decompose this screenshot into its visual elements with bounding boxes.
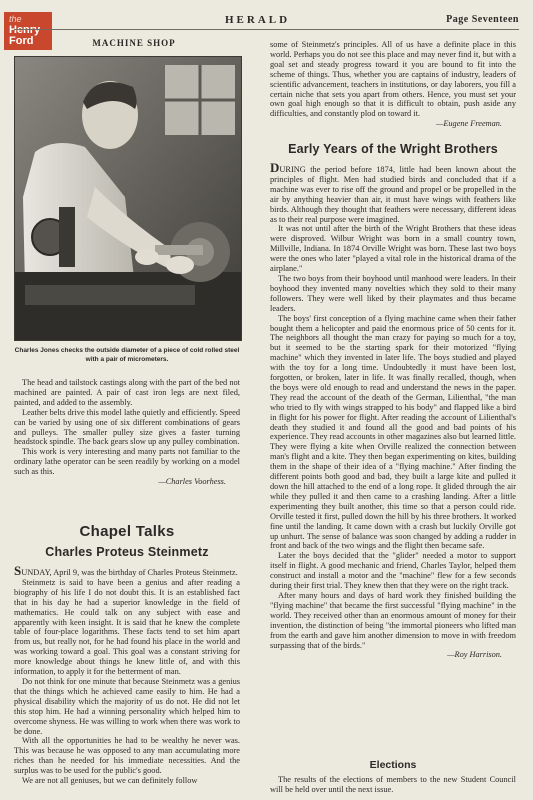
wright-paragraph: The two boys from their boyhood until manhood were leaders. In their boyhood they invented many novelties which they sold to their many followers. They were well liked by their playmates and thus became leaders. xyxy=(270,273,516,313)
steinmetz-paragraph: We are not all geniuses, but we can definitely follow xyxy=(22,776,198,786)
wright-article xyxy=(270,160,516,660)
logo-the: the xyxy=(9,14,22,24)
steinmetz-title: Charles Proteus Steinmetz xyxy=(45,545,209,559)
wright-first-paragraph xyxy=(270,160,516,224)
wright-paragraph: It was not until after the birth of the Wright Brothers that these ideas were disproved. Wilbur Wright was born in a small country town, Millville, Indiana. In 1874 Orville Wright was born. These last two boys were the ones who later "played a vital role in the historical drama of the airplane." xyxy=(270,224,516,274)
lathe-author: —Charles Voorhess. xyxy=(158,477,226,487)
wright-paragraph: Later the boys decided that the "glider" needed a motor to support itself in flight. A good mechanic and friend, Charles Taylor, helped them construct and install a motor and the "machine" flew for a few seconds during their first trial. They knew then that they were on the right track. xyxy=(270,551,516,591)
lathe-paragraph: The head and tailstock castings along with the part of the bed not machined are painted. A pair of cast iron legs are next filed, painted, and added to the assembly. xyxy=(14,378,240,407)
masthead-rule xyxy=(14,29,519,30)
photo-caption: Charles Jones checks the outside diameter of a piece of cold rolled steel with a pair of micrometers. xyxy=(14,347,240,363)
steinmetz-article xyxy=(14,563,240,786)
wright-paragraph: After many hours and days of hard work they finished building the "flying machine" that became the first successful "flying machine" in the world. They received other than an enormous amount of money for their invention, the distinction of being "the immortal pioneers who lifted man from the earth and gave him another dimension to move in with freedom surpassing that of the birds." xyxy=(270,590,516,650)
machine-shop-photo xyxy=(14,56,242,341)
wright-author: —Roy Harrison. xyxy=(447,650,502,660)
steinmetz-author: —Eugene Freeman. xyxy=(435,119,502,129)
logo-name: Henry Ford xyxy=(9,24,41,47)
publication-title: HERALD xyxy=(225,14,291,26)
steinmetz-continued-paragraph: some of Steinmetz's principles. All of us have a definite place in this world. Perhaps you do not see this place and may never find it, but with a goal set and steady progress toward it you are bound to fit into the scheme of things. Thus, whether you are captains of industry, leaders of scientific advancement, teachers in institutions, or day laborers, you fill a certain niche that sets you apart from others. Hence, you must set your own goal high enough so that it is difficult to obtain, push aside any difficulties, and constantly plod on toward it. xyxy=(270,40,516,119)
wright-title: Early Years of the Wright Brothers xyxy=(288,142,498,156)
photo-illustration xyxy=(15,57,241,340)
elections-article xyxy=(270,775,516,795)
elections-paragraph: The results of the elections of members to the new Student Council will be held over until the next issue. xyxy=(270,775,516,794)
steinmetz-paragraph: Do not think for one minute that because Steinmetz was a genius that the things which he achieved came easily to him. He had a physical disability which the majority of us do not. He did not let this stop him. He had a winning personality which helped him to overcome shyness. He was willing to work when there was work to be done. xyxy=(14,676,240,736)
lathe-paragraph: This work is very interesting and many parts not familiar to the ordinary lathe operator can be seen readily by working on a model such as this. xyxy=(14,447,240,477)
lathe-paragraph: Leather belts drive this model lathe quietly and efficiently. Speed can be varied by using one of six different combinations of gears and pulleys. The smaller pulley size gives a faster turning headstock spindle. The back gears slow up any pulley combination. xyxy=(14,407,240,447)
steinmetz-first-paragraph xyxy=(14,563,240,578)
dropcap: D xyxy=(270,160,280,175)
page-number: Page Seventeen xyxy=(446,14,519,25)
machine-shop-section xyxy=(14,32,254,364)
lathe-article xyxy=(14,378,240,487)
wright-paragraph: The boys' first conception of a flying machine came when their father bought them a helicopter and paid the enormous price of 50 cents for it. The neighbors all thought the man crazy for paying so much for a toy, but it seemed to be the starting spark for their motorized "flying machine" which they invented in later life. The boys studied and played with the toy for a long time. Undoubtedly it must have been lost, forgotten, or broken, later in life. It was finally recalled, though, when the boys were old enough to read and understand the news in the paper. They read the account of the death of the German, Lilienthal, "the man who tried to fly with wings strapped to his body" and flapped like a bird in flight for his power for flight. After reading the account of Lilienthal's death they studied it and found all the good and bad points of his experience. They read accounts in other magazines also but learned little. They were flying a kite when Orville realized the connection between man's flight and a kite. They then began experimenting on kites, building them in the shape of their idea of a "flying machine." After finding the different points both good and bad, they built a large kite and pulled it down the hill attached to the end of a long rope. It glided through the air while they pulled it and then came to a crashing landing. After a little experimenting they built another, this time so that a person could ride. Orville tested it first, pulled down the hill by his three brothers. It worked fine until the landing. It came down with a crash but luckily Orville got up unhurt. The sense of balance was soon changed by adding a rudder in front and back of the two wings and the flight then became safe. xyxy=(270,313,516,551)
steinmetz-continued xyxy=(270,40,516,129)
section-label: MACHINE SHOP xyxy=(92,38,176,48)
steinmetz-paragraph: Steinmetz is said to have been a genius and after reading a biography of his life I do not doubt this. It is an established fact that in his day he had a superior knowledge in the field of mathematics. He could talk on any subject with ease and apparently with keen insight. It is said that he knew the complete table of four-place logarithms. These facts tend to set him apart from us, but really not, for he had found his place in the world and was working toward a goal. This goal was a constant striving for more knowledge about things he knew little of, and with this information, to apply it for the betterment of man. xyxy=(14,577,240,677)
elections-title: Elections xyxy=(369,759,417,771)
steinmetz-paragraph: With all the opportunities he had to be wealthy he never was. This was because he was opposed to any man accumulating more riches than he needed for his immediate necessities. And the surplus was to be used for the public's good. xyxy=(14,736,240,776)
dropcap: S xyxy=(14,563,22,578)
steinmetz-first-text: UNDAY, April 9, was the birthday of Charles Proteus Steinmetz. xyxy=(21,568,238,577)
chapel-talks-heading: Chapel Talks xyxy=(79,523,175,540)
wright-first-text: URING the period before 1874, little had been known about the principles of flight. Men had studied birds and concluded that if a machine was ever to rise off the ground and propel or be propelled in the air by anything heavier than air, it must have wings with feathers like birds. Although they thought that feathers were necessary, different ideas as to their real purpose were imagined. xyxy=(270,165,516,224)
